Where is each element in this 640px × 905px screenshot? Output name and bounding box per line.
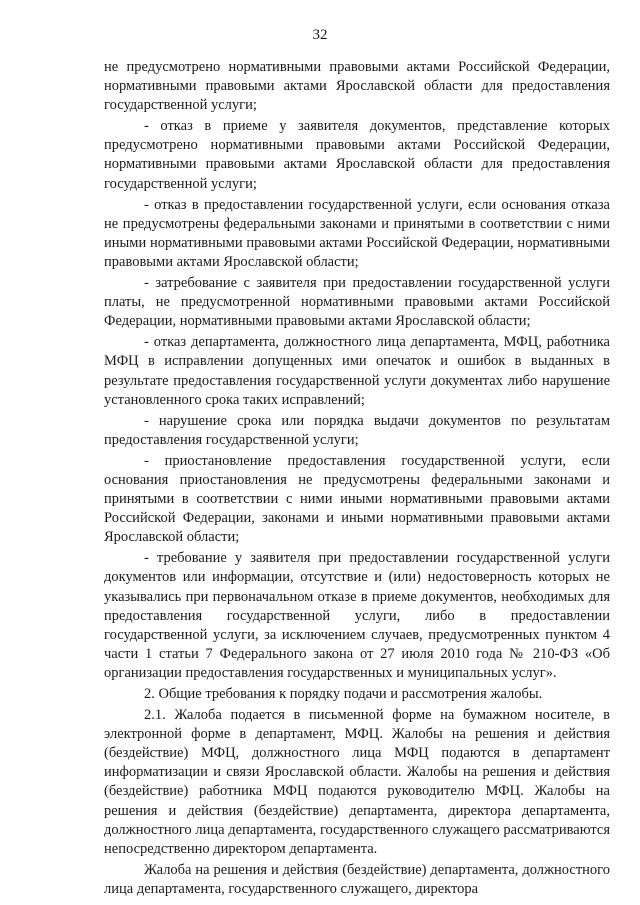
list-item-demand-of-payment: - затребование с заявителя при предоставлении государственной услуги платы, не предусмотренной нормативными правовыми актами Российской Федерации, нормативными правовыми актами Ярославской области; (104, 275, 610, 330)
list-item-demand-of-documents: - требование у заявителя при предоставлении государственной услуги документов или информации, отсутствие и (или) недостоверность которых не указывались при первоначальном отказе в приеме документов, необходимых для предоставления государственной услуги, либо в предоставлении государственной услуги, за исключением случаев, предусмотренных пунктом 4 части 1 статьи 7 Федерального закона от 27 июля 2010 года № 210-ФЗ «Об организации предоставления государственных и муниципальных услуг». (104, 550, 610, 681)
list-item-refusal-to-correct-errors: - отказ департамента, должностного лица департамента, МФЦ, работника МФЦ в исправлении допущенных ими опечаток и ошибок в выданных в результате предоставления государственной услуги документах либо нарушение установленного срока таких исправлений; (104, 334, 610, 408)
paragraph-complaint-director: Жалоба на решения и действия (бездействие) департамента, должностного лица департамента, государственного служащего, директора (104, 861, 610, 897)
section-heading-complaint-requirements: 2. Общие требования к порядку подачи и рассмотрения жалобы. (144, 686, 543, 702)
paragraph-continuation: не предусмотрено нормативными правовыми актами Российской Федерации, нормативными правовыми актами Ярославской области для предоставления государственной услуги; (104, 59, 610, 114)
page-number: 32 (312, 27, 328, 43)
list-item-refusal-to-provide-service: - отказ в предоставлении государственной услуги, если основания отказа не предусмотрены федеральными законами и принятыми в соответствии с ними иными нормативными правовыми актами Российской Федерации, нормативными правовыми актами Ярославской области; (104, 196, 610, 270)
list-item-refusal-to-accept-documents: - отказ в приеме у заявителя документов, представление которых предусмотрено нормативными правовыми актами Российской Федерации, нормативными правовыми актами Ярославской области для предоставления государственной услуги; (104, 118, 610, 192)
document-body (104, 58, 610, 899)
paragraph-complaint-filing: 2.1. Жалоба подается в письменной форме на бумажном носителе, в электронной форме в департамент, МФЦ. Жалобы на решения и действия (бездействие) МФЦ, должностного лица МФЦ подаются в департамент информатизации и связи Ярославской области. Жалобы на решения и действия (бездействие) работника МФЦ подаются руководителю МФЦ. Жалобы на решения и действия (бездействие) департамента, директора департамента, должностного лица департамента, государственного служащего рассматриваются непосредственно директором департамента. (104, 707, 610, 857)
list-item-violation-of-issue-term: - нарушение срока или порядка выдачи документов по результатам предоставления государственной услуги; (104, 412, 610, 448)
list-item-suspension-of-service: - приостановление предоставления государственной услуги, если основания приостановления не предусмотрены федеральными законами и принятыми в соответствии с ними иными нормативными правовыми актами Российской Федерации, законами и иными нормативными правовыми актами Ярославской области; (104, 452, 610, 546)
